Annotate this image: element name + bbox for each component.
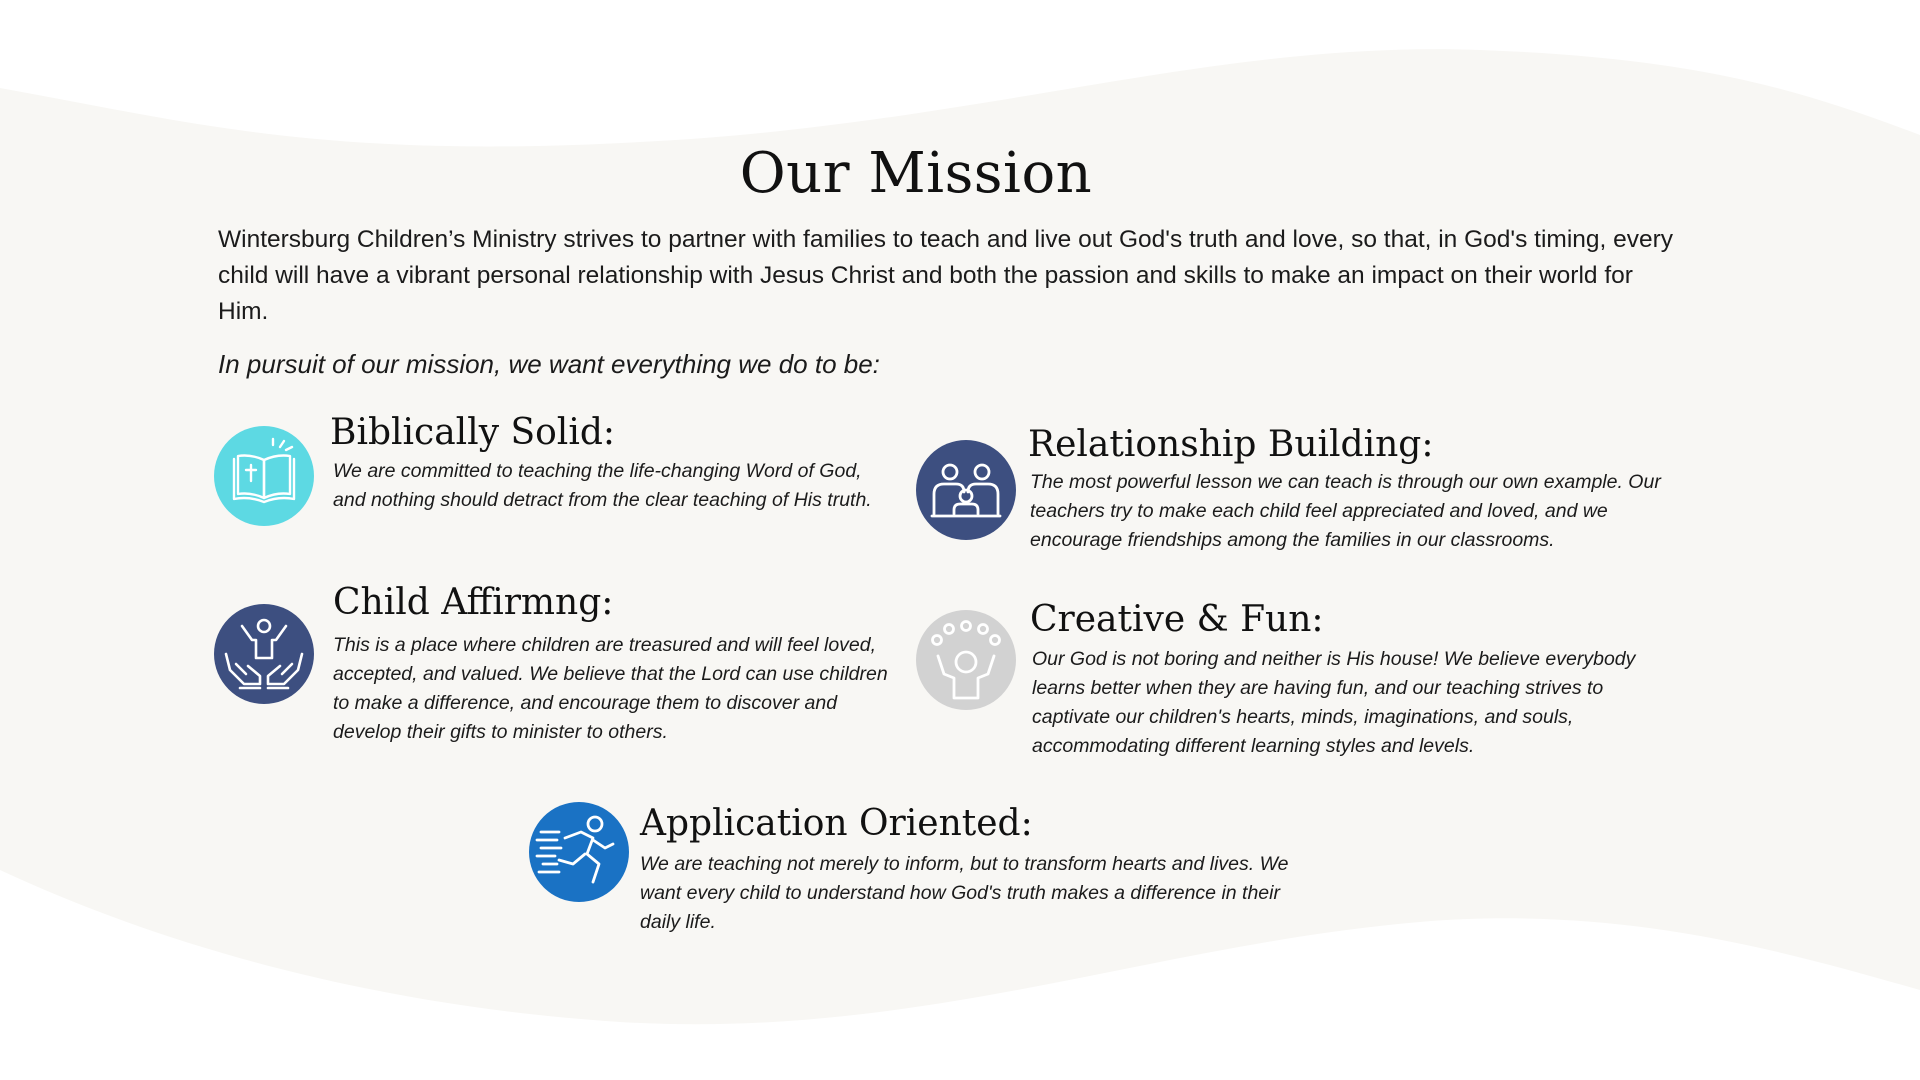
application-oriented-text: We are teaching not merely to inform, but to transform hearts and lives. We want every child to understand how God's truth makes a difference in their daily life. <box>640 853 1289 933</box>
application-oriented-heading: Application Oriented: <box>640 803 1033 844</box>
child-affirming-heading: Child Affirmng: <box>333 582 614 623</box>
page-title: Our Mission <box>739 141 1093 206</box>
family-icon <box>916 440 1016 540</box>
biblically-solid-heading: Biblically Solid: <box>330 412 616 453</box>
relationship-building-text: The most powerful lesson we can teach is through our own example. Our teachers try to make each child feel appreciated and loved, and we encourage friendships among the families in our classrooms. <box>1030 471 1661 551</box>
child-in-hands-icon <box>214 604 314 704</box>
mission-statement: Wintersburg Children’s Ministry strives to partner with families to teach and live out God's truth and love, so that, in God's timing, every child will have a vibrant personal relationship with Jesus Christ and both the passion and skills to make an impact on their world for Him. <box>218 226 1674 325</box>
creative-fun-heading: Creative & Fun: <box>1030 599 1324 640</box>
running-person-icon <box>529 802 629 902</box>
open-bible-icon <box>214 426 314 526</box>
biblically-solid-text: We are committed to teaching the life-changing Word of God, and nothing should detract from the clear teaching of His truth. <box>333 460 872 511</box>
creative-fun-text: Our God is not boring and neither is His house! We believe everybody learns better when they are having fun, and our teaching strives to captivate our children's hearts, minds, imaginations, and souls, accommodating different learning styles and levels. <box>1032 648 1636 757</box>
relationship-building-heading: Relationship Building: <box>1028 424 1434 465</box>
child-affirming-text: This is a place where children are treasured and will feel loved, accepted, and valued. We believe that the Lord can use children to make a difference, and encourage them to discover and develop their gifts to minister to others. <box>333 634 888 743</box>
celebrating-person-icon <box>916 610 1016 710</box>
mission-lead: In pursuit of our mission, we want everything we do to be: <box>218 349 880 379</box>
